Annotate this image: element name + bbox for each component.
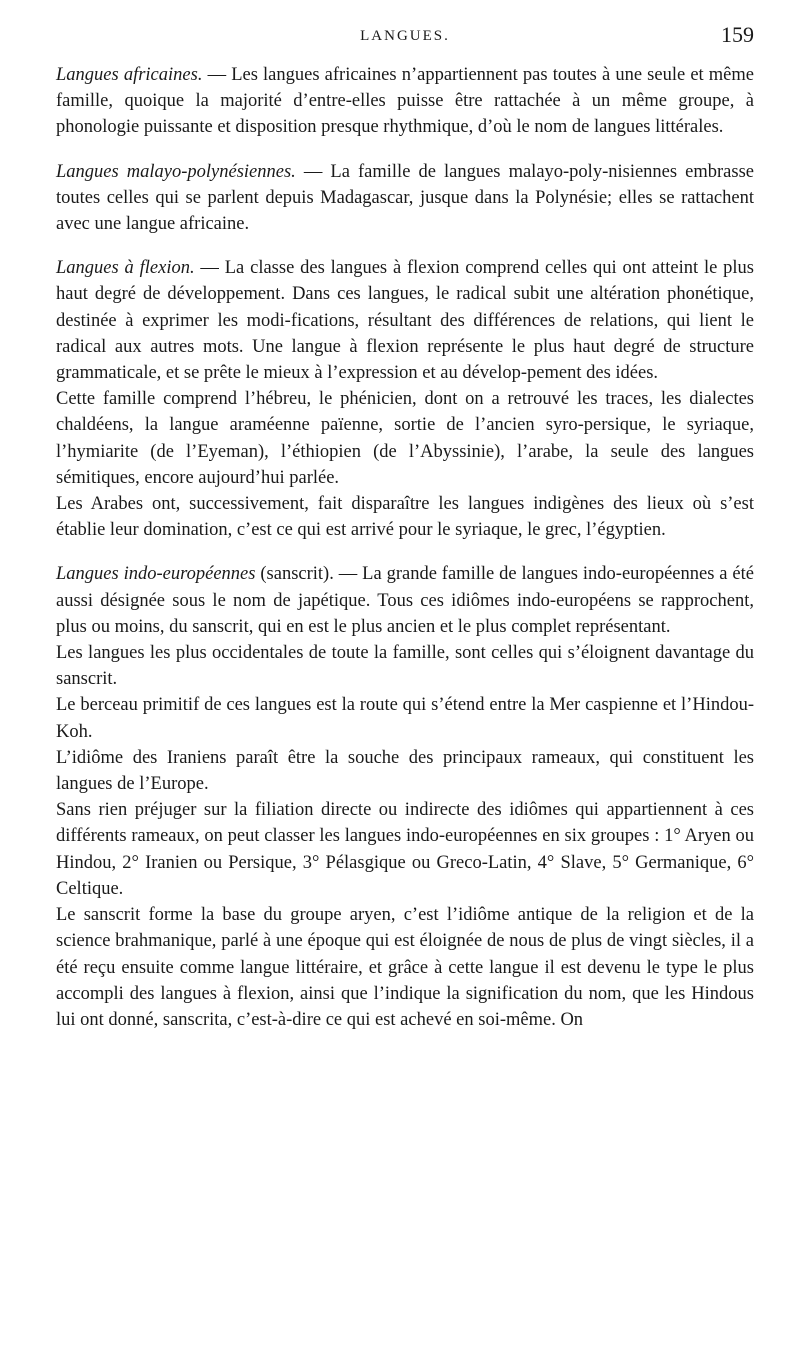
running-head: LANGUES. — [360, 28, 450, 44]
paragraph-text: — La famille de langues malayo-poly-nisiennes embrasse toutes celles qui se parlent depuis Madagascar, jusque dans la Polynésie; elles se rattachent avec une langue africaine. — [56, 161, 754, 235]
section-title: Langues indo-européennes — [56, 564, 256, 585]
page-header — [56, 22, 754, 62]
section-langues-africaines — [56, 62, 754, 141]
body-text — [56, 62, 754, 1033]
book-page — [56, 22, 754, 1332]
paragraph: Sans rien préjuger sur la filiation directe ou indirecte des idiômes qui appartiennent à ces différents rameaux, on peut classer les langues indo-européennes en six groupes : 1° Aryen ou Hindou, 2° Iranien ou Persique, 3° Pélasgique ou Greco-Latin, 4° Slave, 5° Germanique, 6° Celtique. — [56, 800, 754, 899]
paragraph: Les langues les plus occidentales de toute la famille, sont celles qui s’éloignent davantage du sanscrit. — [56, 643, 754, 690]
section-langues-indo-europeennes — [56, 561, 754, 1033]
paragraph: Les Arabes ont, successivement, fait disparaître les langues indigènes des lieux où s’est établie leur domination, c’est ce qui est arrivé pour le syriaque, le grec, l’égyptien. — [56, 494, 754, 541]
section-title: Langues malayo-polynésiennes. — [56, 161, 296, 182]
paragraph — [56, 62, 754, 141]
page-number: 159 — [721, 22, 754, 47]
paragraph — [56, 255, 754, 386]
section-langues-a-flexion — [56, 255, 754, 543]
paragraph-text: — Les langues africaines n’appartiennent pas toutes à une seule et même famille, quoique la majorité d’entre-elles puisse être rattachée à un même groupe, à phonologie puissante et disposition presque rhythmique, d’où le nom de langues littérales. — [56, 65, 754, 138]
section-title: Langues africaines. — [56, 65, 203, 85]
paragraph: Le berceau primitif de ces langues est la route qui s’étend entre la Mer caspienne et l’Hindou-Koh. — [56, 695, 754, 742]
section-title: Langues à flexion. — [56, 258, 195, 279]
paragraph — [56, 561, 754, 640]
paragraph — [56, 159, 754, 238]
paragraph: L’idiôme des Iraniens paraît être la souche des principaux rameaux, qui constituent les langues de l’Europe. — [56, 747, 754, 795]
paragraph: Le sanscrit forme la base du groupe aryen, c’est l’idiôme antique de la religion et de la science brahmanique, parlé à une époque qui est éloignée de nous de plus de vingt siècles, il a été reçu ensuite comme langue littéraire, et grâce à cette langue il est devenu le type le plus accompli des langues à flexion, ainsi que l’indique la signification du nom, que les Hindous lui ont donné, sanscrita, c’est-à-dire ce qui est achevé en soi-même. On — [56, 905, 754, 1030]
paragraph: Cette famille comprend l’hébreu, le phénicien, dont on a retrouvé les traces, les dialectes chaldéens, la langue araméenne païenne, sortie de l’ancien syro-persique, le syriaque, l’hymiarite (de l’Eyeman), l’éthiopien (de l’Abyssinie), l’arabe, la seule des langues sémitiques, encore aujourd’hui parlée. — [56, 389, 754, 488]
paragraph-text: — La classe des langues à flexion comprend celles qui ont atteint le plus haut degré de développement. Dans ces langues, le radical subit une altération phonétique, destinée à exprimer les modi-fications, résultant des différences de relations, qui lient le radical aux autres mots. Une langue à flexion représente le plus haut degré de structure grammaticale, et se prête le mieux à l’expression et au dévelop-pement des idées. — [56, 258, 754, 384]
paragraph-text: (sanscrit). — La grande famille de langues indo-européennes a été aussi désignée sous le nom de japétique. Tous ces idiômes indo-européens se rapprochent, plus ou moins, du sanscrit, qui en est le plus ancien et le plus complet représentant. — [56, 564, 754, 637]
section-langues-malayo-polynesiennes — [56, 159, 754, 238]
